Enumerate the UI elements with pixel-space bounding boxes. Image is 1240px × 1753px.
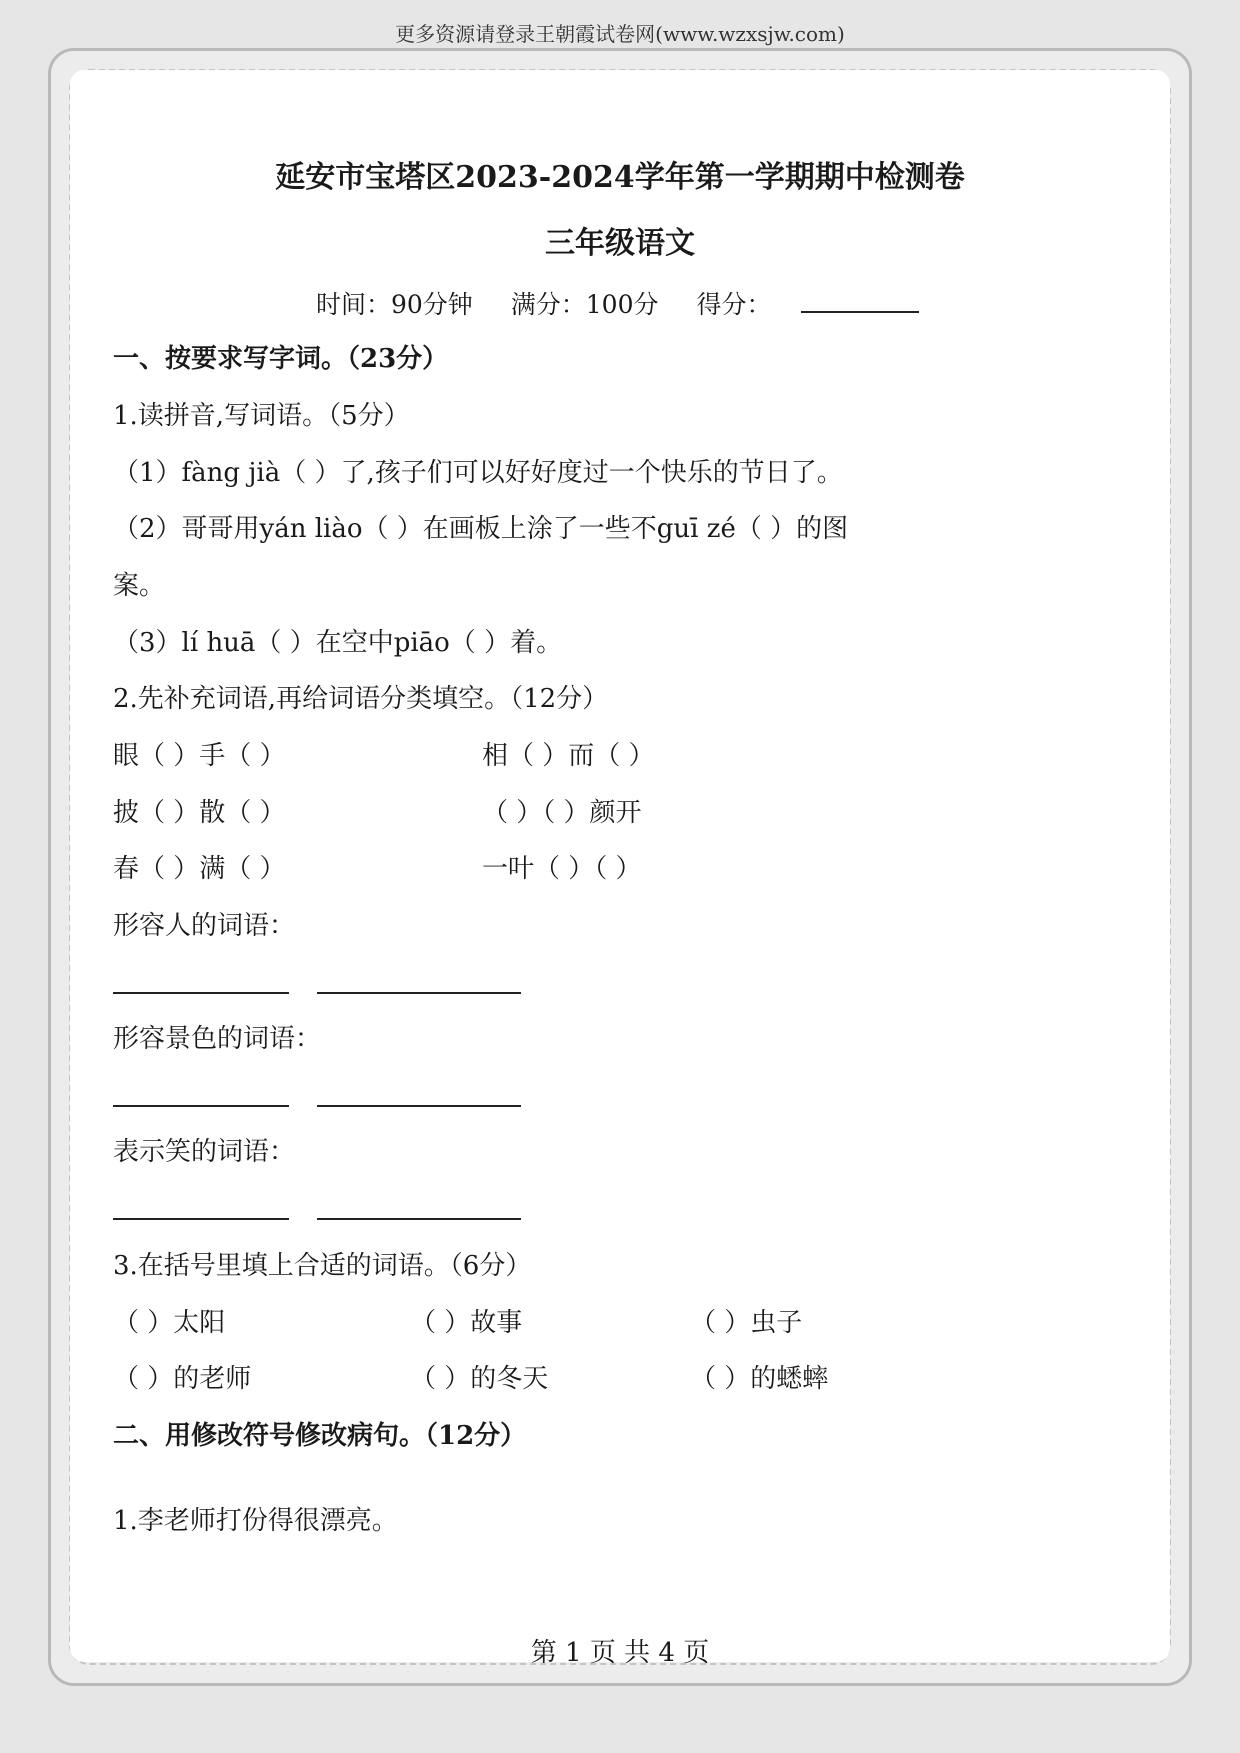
- q1-line3: （3）lí huā（ ）在空中piāo（ ）着。: [113, 628, 563, 658]
- q3-row2-col3: （ ）的蟋蟀: [690, 1364, 829, 1394]
- exam-subtitle: 三年级语文: [545, 226, 695, 261]
- section2-q1: 1.李老师打份得很漂亮。: [113, 1506, 398, 1536]
- full-score-info: 满分：100分: [510, 290, 659, 319]
- section2-heading: 二、用修改符号修改病句。（12分）: [113, 1421, 527, 1451]
- q2-row2-right: （ ）（ ）颜开: [482, 798, 642, 828]
- q2-category-laugh: 表示笑的词语：: [113, 1137, 296, 1167]
- q2-row2-left: 披（ ）散（ ）: [113, 798, 286, 828]
- q2-row3-right: 一叶（ ）（ ）: [482, 854, 642, 884]
- q1-title: 1.读拼音,写词语。（5分）: [113, 401, 410, 431]
- answer-line-scenery-1[interactable]: [113, 1105, 289, 1107]
- q3-row2-col1: （ ）的老师: [113, 1364, 252, 1394]
- q1-line1: （1）fàng jià（ ）了,孩子们可以好好度过一个快乐的节日了。: [113, 458, 843, 488]
- q3-row1-col3: （ ）虫子: [690, 1308, 803, 1338]
- answer-line-laugh-2[interactable]: [317, 1218, 521, 1220]
- time-info: 时间：90分钟: [316, 290, 473, 319]
- answer-line-people-1[interactable]: [113, 992, 289, 994]
- q3-row1-col1: （ ）太阳: [113, 1308, 226, 1338]
- q2-row1-left: 眼（ ）手（ ）: [113, 741, 286, 771]
- q2-category-people: 形容人的词语：: [113, 911, 296, 941]
- q2-row1-right: 相（ ）而（ ）: [482, 741, 655, 771]
- score-label: 得分：: [696, 290, 772, 319]
- q3-title: 3.在括号里填上合适的词语。（6分）: [113, 1251, 532, 1281]
- q1-line2: （2）哥哥用yán liào（ ）在画板上涂了一些不guī zé（ ）的图: [113, 514, 849, 544]
- answer-line-scenery-2[interactable]: [317, 1105, 521, 1107]
- q2-title: 2.先补充词语,再给词语分类填空。（12分）: [113, 684, 609, 714]
- q2-row3-left: 春（ ）满（ ）: [113, 854, 286, 884]
- q3-row1-col2: （ ）故事: [410, 1308, 523, 1338]
- q3-row2-col2: （ ）的冬天: [410, 1364, 549, 1394]
- q1-line2-cont: 案。: [113, 571, 166, 601]
- watermark: 更多资源请登录王朝霞试卷网(www.wzxsjw.com): [395, 22, 845, 46]
- answer-line-laugh-1[interactable]: [113, 1218, 289, 1220]
- exam-title: 延安市宝塔区2023-2024学年第一学期期中检测卷: [275, 160, 965, 195]
- exam-info: [316, 285, 949, 321]
- section1-heading: 一、按要求写字词。（23分）: [113, 344, 449, 374]
- page-footer: 第 1 页 共 4 页: [530, 1638, 710, 1668]
- q2-category-scenery: 形容景色的词语：: [113, 1024, 322, 1054]
- score-blank[interactable]: [801, 291, 919, 313]
- answer-line-people-2[interactable]: [317, 992, 521, 994]
